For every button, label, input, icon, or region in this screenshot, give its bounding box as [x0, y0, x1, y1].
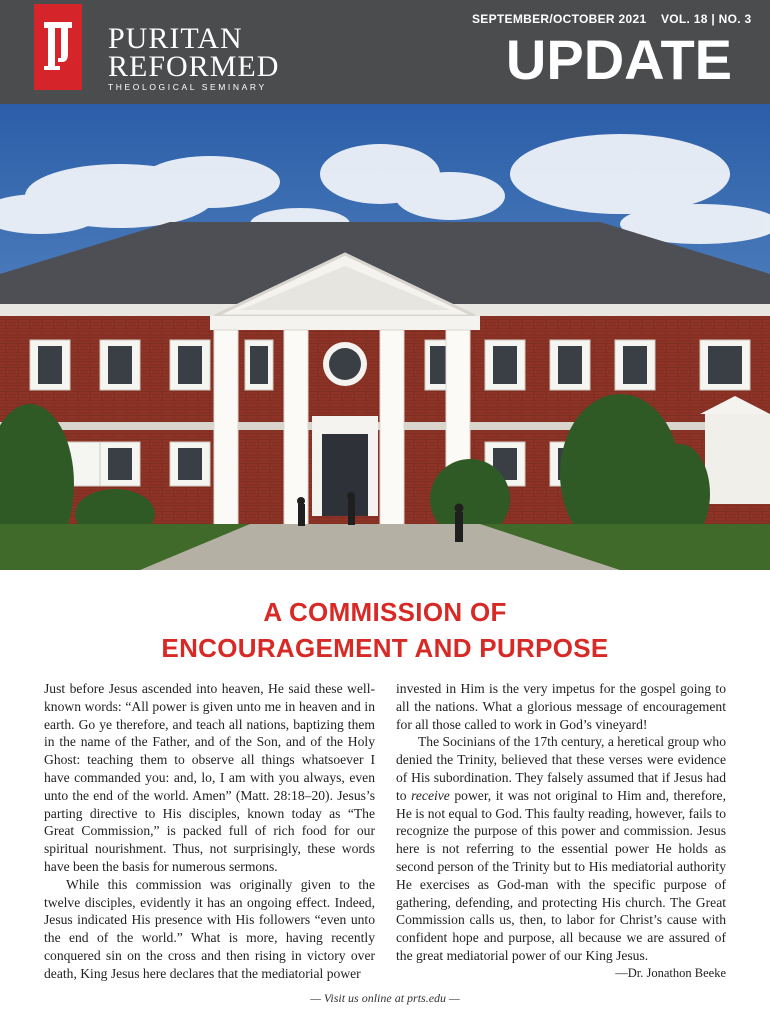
paragraph-text: power, it was not original to Him and, therefore, He is not equal to God. This faulty reading, however, fails to recognize the purpose of this power and commission. Jesus here is not referring to the essential power He holds as second person of the Trinity but to His mediatorial authority He exercises as God-man with the specific purpose of gathering, defending, and protecting His church. The Great Commission calls us, then, to labor for Christ’s cause with confident hope and purpose, all because we are assured of the great mediatorial power of our King Jesus. — [396, 787, 726, 963]
logo-wordmark-line1: PURITAN — [108, 22, 243, 55]
headline-line1: A COMMISSION OF — [263, 597, 507, 627]
author-signature: —Dr. Jonathon Beeke — [615, 965, 726, 980]
paragraph-text: The Socinians of the 17th century, a heretical group who denied the Trinity, believed that these verses were evidence of His subordination. They falsely assumed that if Jesus had to — [396, 734, 726, 803]
article-headline — [0, 594, 770, 666]
website-footer: — Visit us online at prts.edu — — [310, 991, 460, 1005]
emphasis-text: receive — [411, 787, 450, 803]
paragraph: While this commission was originally given to the twelve disciples, evidently it has an ongoing effect. Indeed, Jesus indicated His presence with His followers “even unto the end of the world.” What is more, having recently conquered sin on the cross and then rising in victory over death, King Jesus here declares that the mediatorial power — [44, 876, 375, 981]
issue-info: SEPTEMBER/OCTOBER 2021 VOL. 18 | NO. 3 — [472, 12, 752, 26]
paragraph: invested in Him is the very impetus for the gospel going to all the nations. What a glorious message of encouragement for all those called to work in God’s vineyard! — [396, 681, 726, 732]
seminary-logo-icon — [34, 4, 82, 90]
paragraph — [396, 733, 726, 964]
article-column-left — [44, 680, 375, 983]
logo-subtitle: THEOLOGICAL SEMINARY — [108, 82, 267, 92]
article-column-right — [396, 680, 726, 983]
campus-building-photo — [0, 104, 770, 570]
newsletter-title: UPDATE — [505, 28, 732, 91]
headline-line2: ENCOURAGEMENT AND PURPOSE — [161, 633, 609, 663]
masthead — [0, 0, 770, 104]
logo-wordmark-line2: REFORMED — [108, 50, 280, 83]
paragraph: Just before Jesus ascended into heaven, He said these well-known words: “All power is given unto me in heaven and in earth. Go ye therefore, and teach all nations, baptizing them in the name of the Father, and of the Son, and of the Holy Ghost: teaching them to observe all things whatsoever I have commanded you: and, lo, I am with you always, even unto the end of the world. Amen” (Matt. 28:18–20). Jesus’s parting directive to His disciples, known today as “The Great Commission,” is packed full of rich food for our spiritual nourishment. Thus, not surprisingly, these words have been the basis for numerous sermons. — [44, 681, 375, 874]
